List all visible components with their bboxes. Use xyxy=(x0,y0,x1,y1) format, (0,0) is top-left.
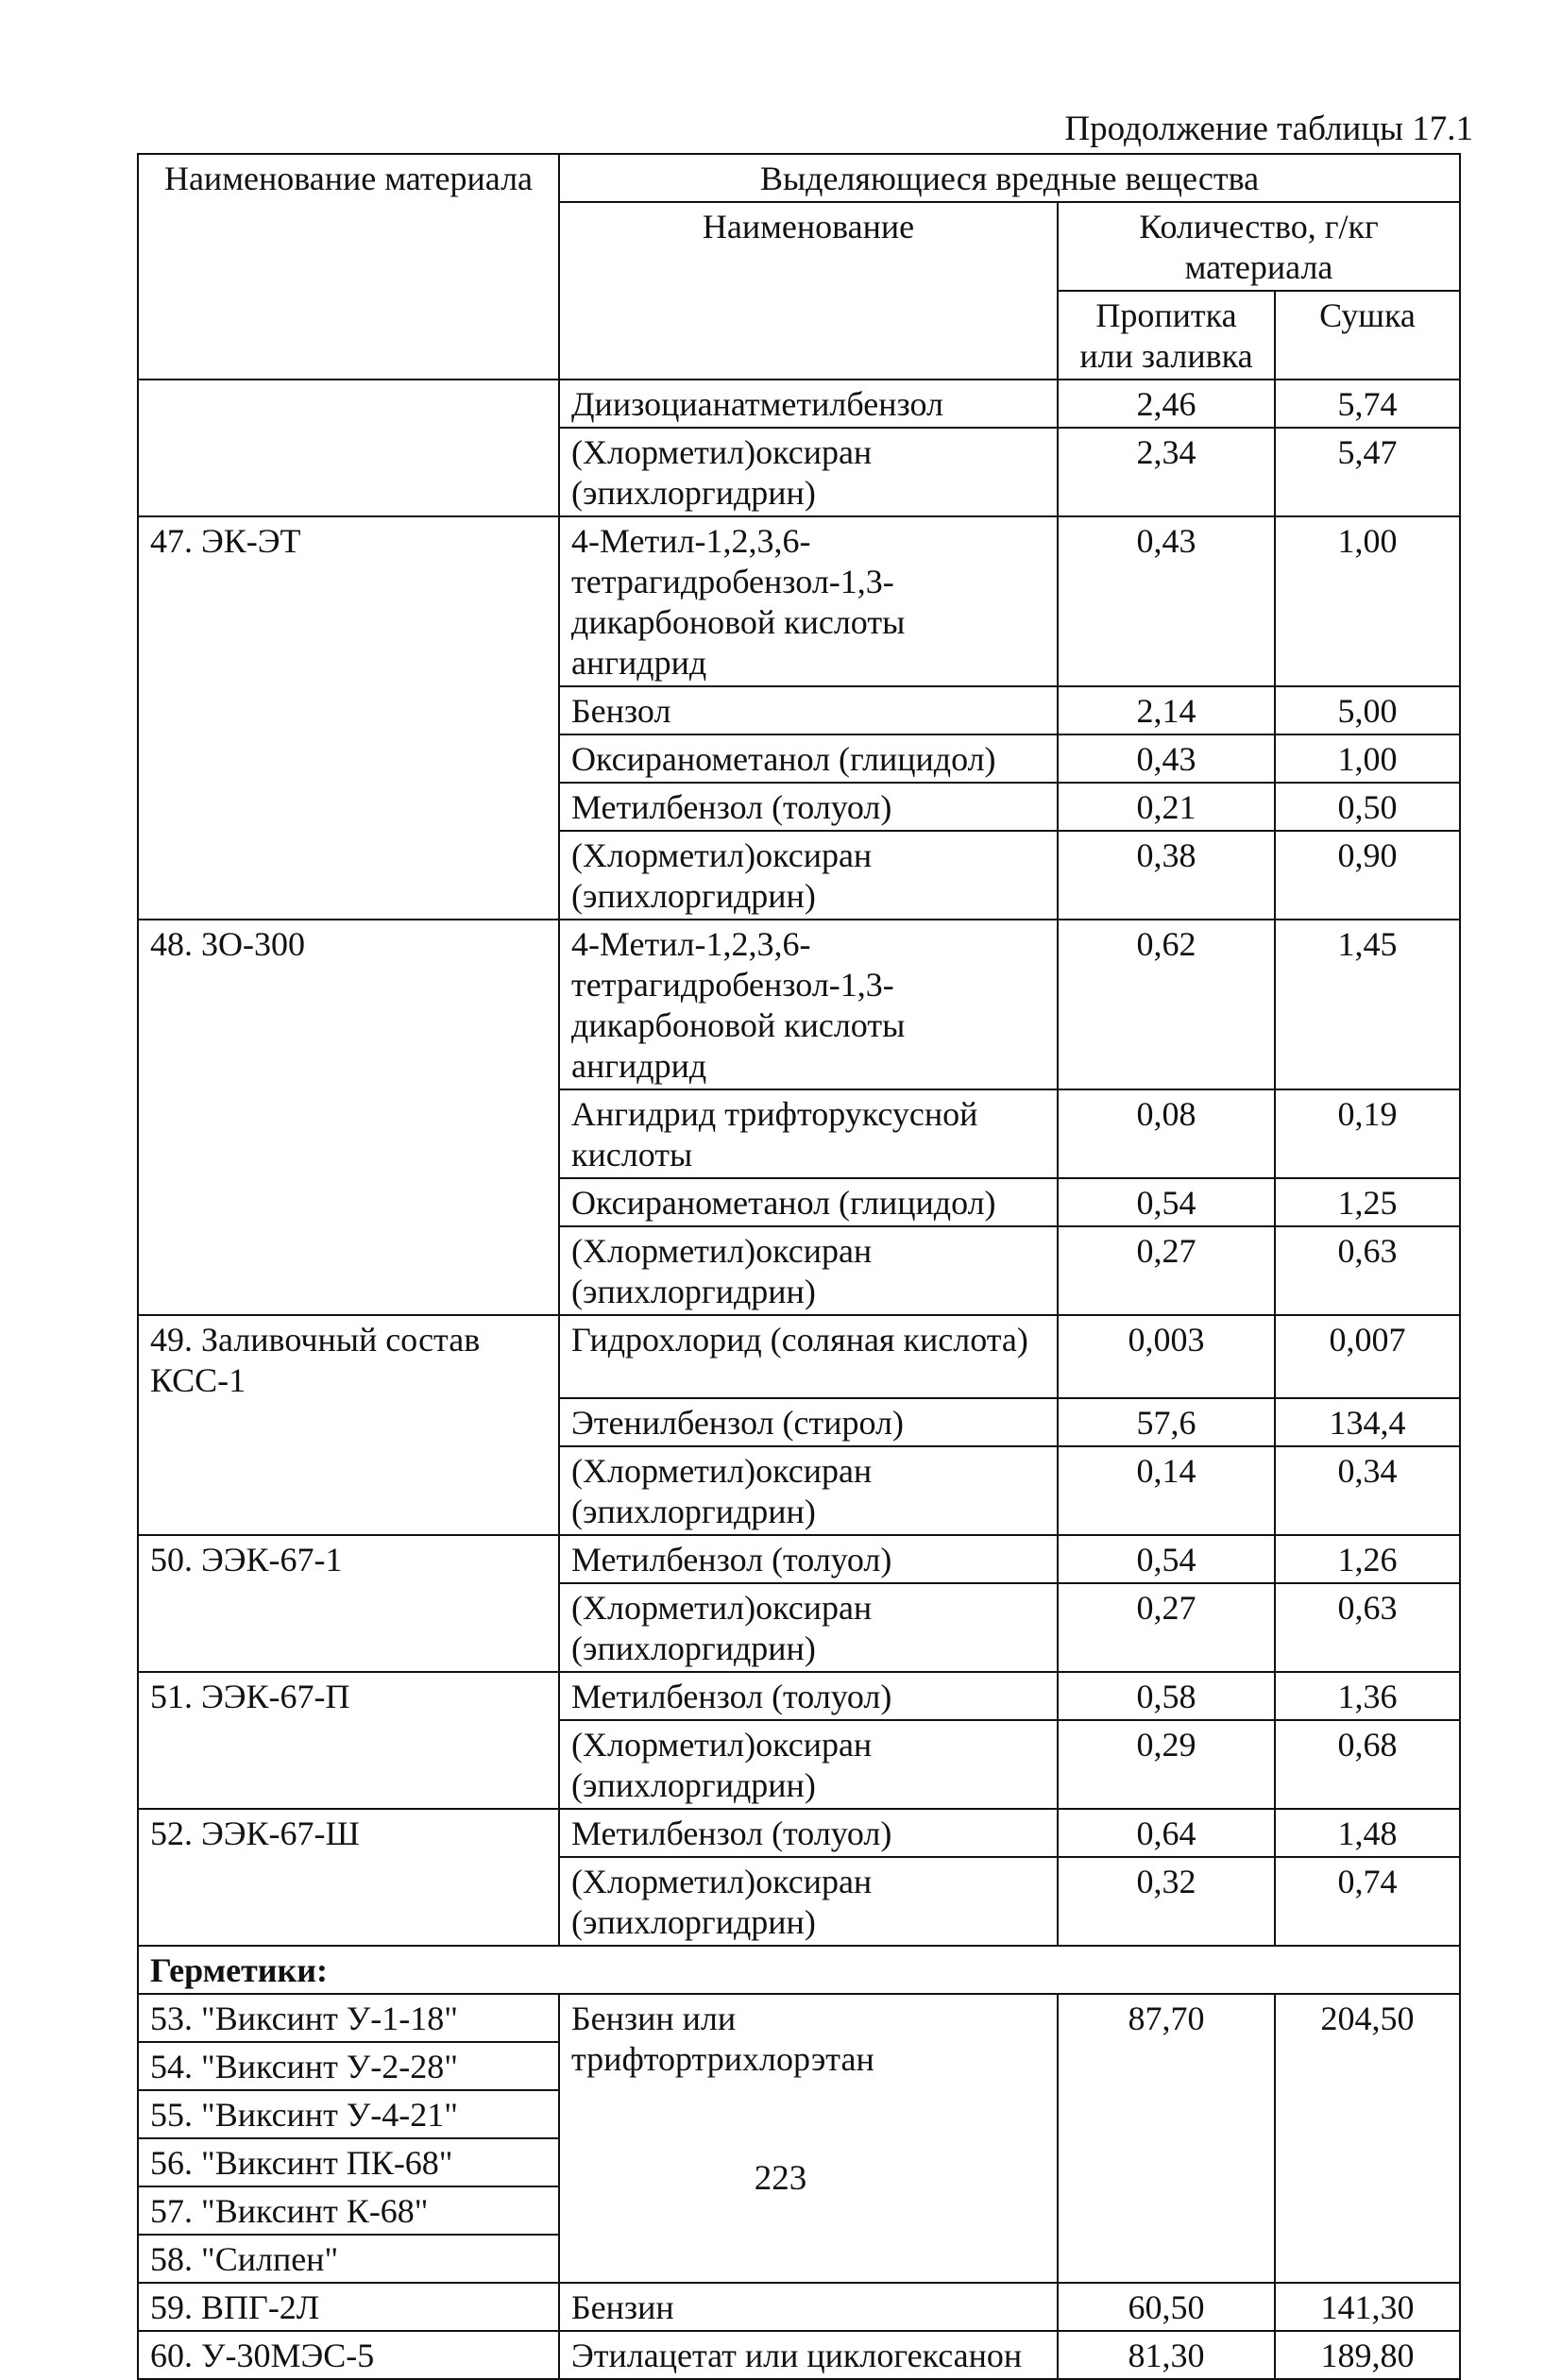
substance-cell: (Хлорметил)оксиран (эпихлоргидрин) xyxy=(559,1857,1058,1946)
material-cell: 52. ЭЭК-67-Ш xyxy=(138,1809,559,1946)
material-cell: 58. "Силпен" xyxy=(138,2235,559,2283)
drying-cell: 1,00 xyxy=(1275,734,1460,783)
impregnation-cell: 0,62 xyxy=(1058,920,1275,1089)
header-emitted-substances: Выделяющиеся вредные вещества xyxy=(559,154,1460,202)
material-cell xyxy=(138,380,559,516)
table-row xyxy=(138,516,1460,686)
drying-cell: 5,47 xyxy=(1275,428,1460,516)
table-row xyxy=(138,2331,1460,2379)
substance-cell: Этенилбензол (стирол) xyxy=(559,1398,1058,1446)
page-number: 223 xyxy=(754,2159,807,2198)
drying-cell: 0,68 xyxy=(1275,1720,1460,1809)
drying-cell: 1,48 xyxy=(1275,1809,1460,1857)
impregnation-cell: 0,54 xyxy=(1058,1178,1275,1226)
substance-cell: (Хлорметил)оксиран (эпихлоргидрин) xyxy=(559,831,1058,920)
substance-cell: (Хлорметил)оксиран (эпихлоргидрин) xyxy=(559,1226,1058,1315)
material-cell: 54. "Виксинт У-2-28" xyxy=(138,2042,559,2090)
continuation-label: Продолжение таблицы 17.1 xyxy=(1064,110,1473,148)
substance-cell: Метилбензол (толуол) xyxy=(559,1535,1058,1583)
substance-cell: Диизоцианатметилбензол xyxy=(559,380,1058,428)
material-cell: 56. "Виксинт ПК-68" xyxy=(138,2138,559,2186)
drying-cell: 0,34 xyxy=(1275,1446,1460,1535)
impregnation-cell: 0,38 xyxy=(1058,831,1275,920)
material-cell: 49. Заливочный состав КСС-1 xyxy=(138,1315,559,1535)
drying-cell: 0,63 xyxy=(1275,1583,1460,1672)
drying-cell: 0,19 xyxy=(1275,1089,1460,1178)
impregnation-cell: 57,6 xyxy=(1058,1398,1275,1446)
table-row xyxy=(138,1315,1460,1398)
header-quantity: Количество, г/кг материала xyxy=(1058,202,1460,291)
drying-cell: 1,25 xyxy=(1275,1178,1460,1226)
substance-cell: 4-Метил-1,2,3,6-тетрагидробензол-1,3-дикарбоновой кислоты ангидрид xyxy=(559,920,1058,1089)
substance-cell: Метилбензол (толуол) xyxy=(559,1672,1058,1720)
material-cell: 57. "Виксинт К-68" xyxy=(138,2186,559,2235)
header-row-1 xyxy=(138,154,1460,202)
substance-cell: (Хлорметил)оксиран (эпихлоргидрин) xyxy=(559,1720,1058,1809)
substance-cell: Ангидрид трифторуксусной кислоты xyxy=(559,1089,1058,1178)
header-drying: Сушка xyxy=(1275,291,1460,380)
emissions-table xyxy=(137,153,1461,2380)
material-cell: 59. ВПГ-2Л xyxy=(138,2283,559,2331)
drying-cell: 0,50 xyxy=(1275,783,1460,831)
substance-cell: (Хлорметил)оксиран (эпихлоргидрин) xyxy=(559,428,1058,516)
impregnation-cell: 0,003 xyxy=(1058,1315,1275,1398)
substance-cell: (Хлорметил)оксиран (эпихлоргидрин) xyxy=(559,1583,1058,1672)
impregnation-cell: 0,27 xyxy=(1058,1226,1275,1315)
substance-cell: Этилацетат или циклогексанон xyxy=(559,2331,1058,2379)
drying-cell: 1,45 xyxy=(1275,920,1460,1089)
substance-cell: Бензин xyxy=(559,2283,1058,2331)
section-row xyxy=(138,1946,1460,1994)
table-row xyxy=(138,920,1460,1089)
substance-cell: Метилбензол (толуол) xyxy=(559,783,1058,831)
table-row xyxy=(138,2283,1460,2331)
substance-cell: (Хлорметил)оксиран (эпихлоргидрин) xyxy=(559,1446,1058,1535)
section-label: Герметики: xyxy=(138,1946,1460,1994)
substance-cell: Бензин или трифтортрихлорэтан xyxy=(559,1994,1058,2283)
drying-cell: 189,80 xyxy=(1275,2331,1460,2379)
drying-cell: 1,26 xyxy=(1275,1535,1460,1583)
impregnation-cell: 0,21 xyxy=(1058,783,1275,831)
header-substance-name: Наименование xyxy=(559,202,1058,380)
substance-cell: 4-Метил-1,2,3,6-тетрагидробензол-1,3-дикарбоновой кислоты ангидрид xyxy=(559,516,1058,686)
impregnation-cell: 0,29 xyxy=(1058,1720,1275,1809)
table-row xyxy=(138,1994,1460,2042)
material-cell: 47. ЭК-ЭТ xyxy=(138,516,559,920)
table-row xyxy=(138,1809,1460,1857)
impregnation-cell: 2,14 xyxy=(1058,686,1275,734)
impregnation-cell: 0,43 xyxy=(1058,734,1275,783)
substance-cell: Метилбензол (толуол) xyxy=(559,1809,1058,1857)
material-cell: 55. "Виксинт У-4-21" xyxy=(138,2090,559,2138)
drying-cell: 134,4 xyxy=(1275,1398,1460,1446)
table-row xyxy=(138,380,1460,428)
impregnation-cell: 0,43 xyxy=(1058,516,1275,686)
material-cell: 48. 3О-300 xyxy=(138,920,559,1315)
header-impregnation: Пропитка или заливка xyxy=(1058,291,1275,380)
material-cell: 50. ЭЭК-67-1 xyxy=(138,1535,559,1672)
impregnation-cell: 0,32 xyxy=(1058,1857,1275,1946)
drying-cell: 1,36 xyxy=(1275,1672,1460,1720)
drying-cell: 204,50 xyxy=(1275,1994,1460,2283)
impregnation-cell: 0,14 xyxy=(1058,1446,1275,1535)
drying-cell: 5,74 xyxy=(1275,380,1460,428)
impregnation-cell: 0,08 xyxy=(1058,1089,1275,1178)
impregnation-cell: 0,27 xyxy=(1058,1583,1275,1672)
material-cell: 53. "Виксинт У-1-18" xyxy=(138,1994,559,2042)
drying-cell: 0,63 xyxy=(1275,1226,1460,1315)
impregnation-cell: 2,34 xyxy=(1058,428,1275,516)
substance-cell: Гидрохлорид (соляная кислота) xyxy=(559,1315,1058,1398)
impregnation-cell: 0,54 xyxy=(1058,1535,1275,1583)
drying-cell: 0,007 xyxy=(1275,1315,1460,1398)
material-cell: 60. У-30МЭС-5 xyxy=(138,2331,559,2379)
impregnation-cell: 2,46 xyxy=(1058,380,1275,428)
table-row xyxy=(138,1672,1460,1720)
drying-cell: 0,90 xyxy=(1275,831,1460,920)
drying-cell: 0,74 xyxy=(1275,1857,1460,1946)
drying-cell: 141,30 xyxy=(1275,2283,1460,2331)
substance-cell: Бензол xyxy=(559,686,1058,734)
substance-cell: Оксиранометанол (глицидол) xyxy=(559,734,1058,783)
impregnation-cell: 60,50 xyxy=(1058,2283,1275,2331)
substance-cell: Оксиранометанол (глицидол) xyxy=(559,1178,1058,1226)
drying-cell: 1,00 xyxy=(1275,516,1460,686)
impregnation-cell: 0,64 xyxy=(1058,1809,1275,1857)
drying-cell: 5,00 xyxy=(1275,686,1460,734)
table-row xyxy=(138,1535,1460,1583)
material-cell: 51. ЭЭК-67-П xyxy=(138,1672,559,1809)
impregnation-cell: 81,30 xyxy=(1058,2331,1275,2379)
impregnation-cell: 87,70 xyxy=(1058,1994,1275,2283)
impregnation-cell: 0,58 xyxy=(1058,1672,1275,1720)
header-material-name: Наименование материала xyxy=(138,154,559,380)
